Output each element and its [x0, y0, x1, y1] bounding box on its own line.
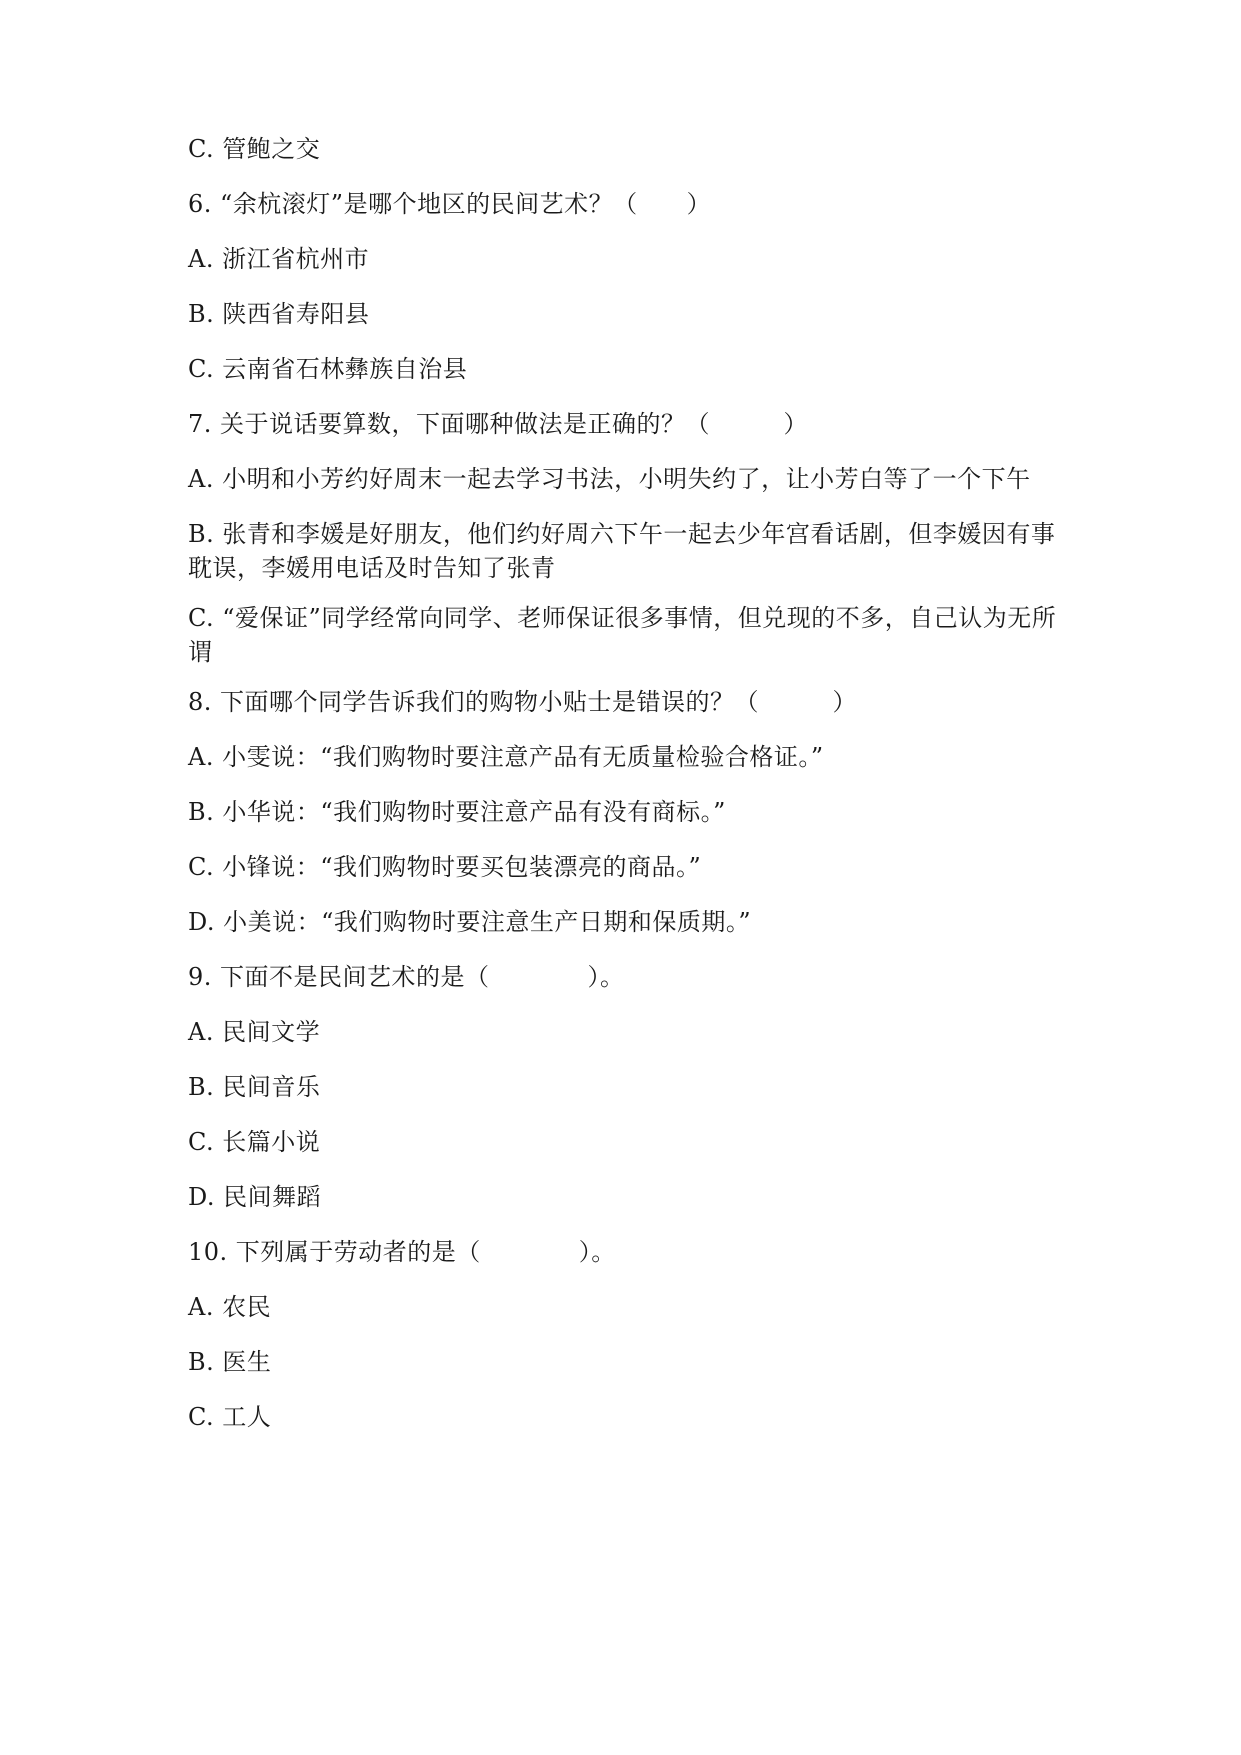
option-5c: C. 管鲍之交	[188, 135, 321, 163]
option-9c: C. 长篇小说	[188, 1128, 321, 1156]
option-10a: A. 农民	[188, 1293, 272, 1321]
option-7c: C. “爱保证”同学经常向同学、老师保证很多事情，但兑现的不多，自己认为无所谓	[188, 604, 1057, 666]
option-8c: C. 小锋说：“我们购物时要买包装漂亮的商品。”	[188, 853, 702, 881]
question-8: 8. 下面哪个同学告诉我们的购物小贴士是错误的？（ ）	[188, 688, 858, 716]
option-7a: A. 小明和小芳约好周末一起去学习书法，小明失约了，让小芳白等了一个下午	[188, 465, 1031, 493]
question-10: 10. 下列属于劳动者的是（ ）。	[188, 1238, 616, 1266]
option-7b: B. 张青和李媛是好朋友，他们约好周六下午一起去少年宫看话剧，但李媛因有事耽误，李媛用电话及时告知了张青	[188, 520, 1056, 582]
option-6a: A. 浙江省杭州市	[188, 245, 370, 273]
question-6: 6. “余杭滚灯”是哪个地区的民间艺术？（ ）	[188, 190, 712, 218]
option-10b: B. 医生	[188, 1348, 272, 1376]
option-8d: D. 小美说：“我们购物时要注意生产日期和保质期。”	[188, 908, 752, 936]
option-9b: B. 民间音乐	[188, 1073, 321, 1101]
option-8b: B. 小华说：“我们购物时要注意产品有没有商标。”	[188, 798, 726, 826]
option-9d: D. 民间舞蹈	[188, 1183, 322, 1211]
option-6c: C. 云南省石林彝族自治县	[188, 355, 468, 383]
option-6b: B. 陕西省寿阳县	[188, 300, 370, 328]
option-8a: A. 小雯说：“我们购物时要注意产品有无质量检验合格证。”	[188, 743, 824, 771]
option-10c: C. 工人	[188, 1403, 272, 1431]
question-7: 7. 关于说话要算数，下面哪种做法是正确的？（ ）	[188, 410, 809, 438]
option-9a: A. 民间文学	[188, 1018, 321, 1046]
question-9: 9. 下面不是民间艺术的是（ ）。	[188, 963, 625, 991]
